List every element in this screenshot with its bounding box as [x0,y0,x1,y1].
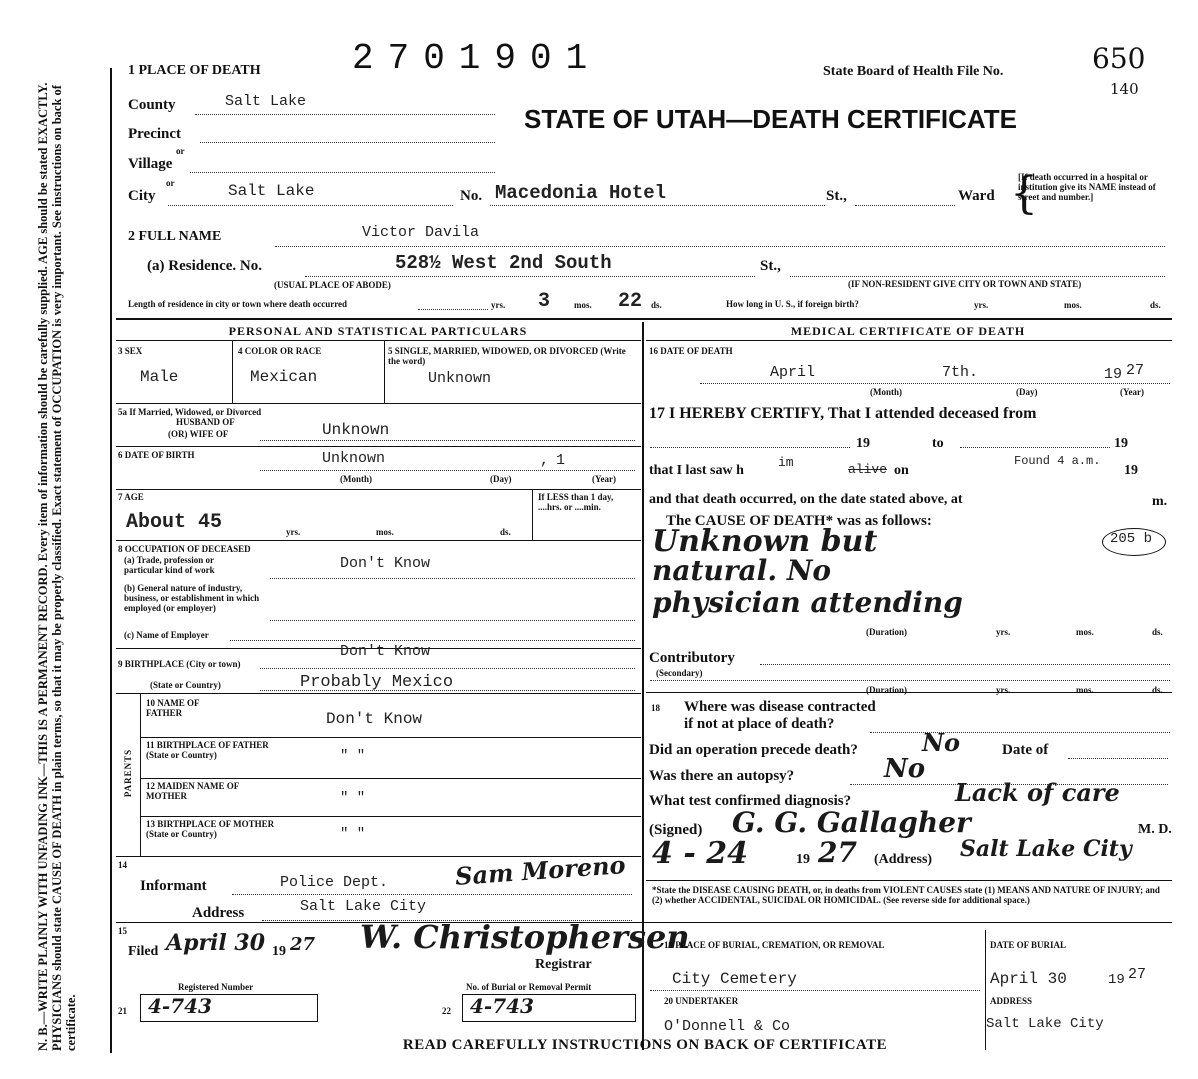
burial-date-value: April 30 [990,970,1067,988]
residence-years: 3 [538,290,551,313]
cause-of-death-line-1: Unknown but [652,524,878,559]
burial-permit-number: 4-743 [470,994,534,1018]
informant-address-value: Salt Lake City [300,898,427,915]
race-value: Mexican [250,368,318,386]
city-label: City [128,188,156,204]
contributory-label: Contributory [649,650,735,666]
left-border [110,68,112,1053]
operation-label: Did an operation precede death? [649,742,858,758]
mother-birthplace-value: " " [340,826,366,842]
cause-code: 205 b [1110,531,1153,547]
death-address-value: Macedonia Hotel [495,182,667,204]
hospital-note: [If death occurred in a hospital or institution give its NAME instead of street and number.] [1018,172,1156,202]
medical-certificate-heading: MEDICAL CERTIFICATE OF DEATH [790,324,1026,338]
sex-value: Male [140,368,179,386]
cause-footnote: *State the DISEASE CAUSING DEATH, or, in deaths from VIOLENT CAUSES state (1) MEANS AND NATURE OF INJURY; and (2) whether ACCIDENTAL, SUICIDAL OR HOMICIDAL. (See reverse side for additional space.) [652,885,1160,905]
undertaker-value: O'Donnell & Co [664,1018,791,1035]
divider-top-sections [116,318,1172,320]
physician-address: Salt Lake City [960,836,1132,862]
personal-particulars-heading: PERSONAL AND STATISTICAL PARTICULARS [228,324,528,338]
birthplace-state-value: Probably Mexico [300,673,454,692]
diagnosis-test-label: What test confirmed diagnosis? [649,793,852,809]
full-name-value: Victor Davila [362,224,480,241]
informant-value: Police Dept. [280,874,389,891]
registrar-signature: W. Christophersen [360,918,690,956]
physician-signature: G. G. Gallagher [732,806,971,839]
certificate-title: STATE OF UTAH—DEATH CERTIFICATE [524,104,1017,134]
certificate-number: 2701901 [352,38,602,79]
marital-status-value: Unknown [428,370,492,387]
last-seen-note: Found 4 a.m. [1014,454,1101,468]
informant-address-label: Address [192,905,245,921]
us-residence-label: How long in U. S., if foreign birth? [726,299,859,309]
spouse-value: Unknown [322,421,390,439]
county-value: Salt Lake [225,93,307,110]
parents-label: PARENTS [123,748,134,798]
informant-signature: Sam Moreno [454,850,627,891]
signature-date: 4 - 24 [652,836,748,871]
ward-label: Ward [958,188,995,204]
informant-label: Informant [140,878,207,894]
cause-of-death-line-2: natural. No [652,554,832,587]
where-contracted-label: Where was disease contracted [684,699,876,715]
burial-place-value: City Cemetery [672,970,797,988]
death-year: 27 [1126,362,1145,379]
filed-year: 27 [290,934,316,955]
full-name-label: 2 FULL NAME [128,229,222,244]
footer-instructions: READ CAREFULLY INSTRUCTIONS ON BACK OF CERTIFICATE [402,1037,888,1053]
filed-date: April 30 [166,930,266,956]
autopsy-label: Was there an autopsy? [649,768,795,784]
precinct-label: Precinct [128,126,182,142]
death-day: 7th. [942,364,979,381]
county-label: County [128,97,176,113]
occupation-value: Don't Know [340,555,431,572]
operation-value: No [922,728,960,757]
place-of-death-heading: 1 PLACE OF DEATH [128,63,261,78]
undertaker-address-value: Salt Lake City [986,1016,1104,1032]
village-label: Village [128,156,173,172]
signed-label: (Signed) [649,822,703,838]
file-number: 650 [1092,42,1146,75]
file-number-label: State Board of Health File No. [823,64,1004,79]
residence-value: 528½ West 2nd South [395,252,612,274]
mother-name-value: " " [340,790,366,806]
cause-of-death-line-3: physician attending [652,586,963,619]
age-value: About 45 [126,511,223,534]
residence-label: (a) Residence. No. [147,258,262,274]
father-name-value: Don't Know [326,710,423,728]
certify-statement: 17 I HEREBY CERTIFY, That I attended deceased from [649,405,1037,422]
death-month: April [770,364,816,381]
registered-number: 4-743 [148,994,212,1018]
father-birthplace-value: " " [340,748,366,764]
file-number-secondary: 140 [1110,80,1139,98]
cause-of-death-label: The CAUSE OF DEATH* was as follows: [666,513,932,529]
diagnosis-test-value: Lack of care [955,778,1120,807]
residence-months: 22 [618,290,643,313]
birthplace-city-value: Don't Know [340,643,431,660]
autopsy-value: No [884,754,926,784]
burial-year-value: 27 [1128,966,1147,983]
signature-year: 27 [818,836,857,869]
city-value: Salt Lake [228,182,315,200]
margin-note: N. B.—WRITE PLAINLY WITH UNFADING INK—THIS IS A PERMANENT RECORD. Every item of information should be carefully supplied. AGE should be stated EXACTLY. PHYSICIANS should state CAUSE OF DEATH in plain terms, so that it may be properly classified. Exact statement of OCCUPATION is very important. See instructions on back of certificate. [36,82,78,1051]
residence-length-label: Length of residence in city or town where death occurred [128,299,348,309]
birth-date-value: Unknown [322,450,386,467]
